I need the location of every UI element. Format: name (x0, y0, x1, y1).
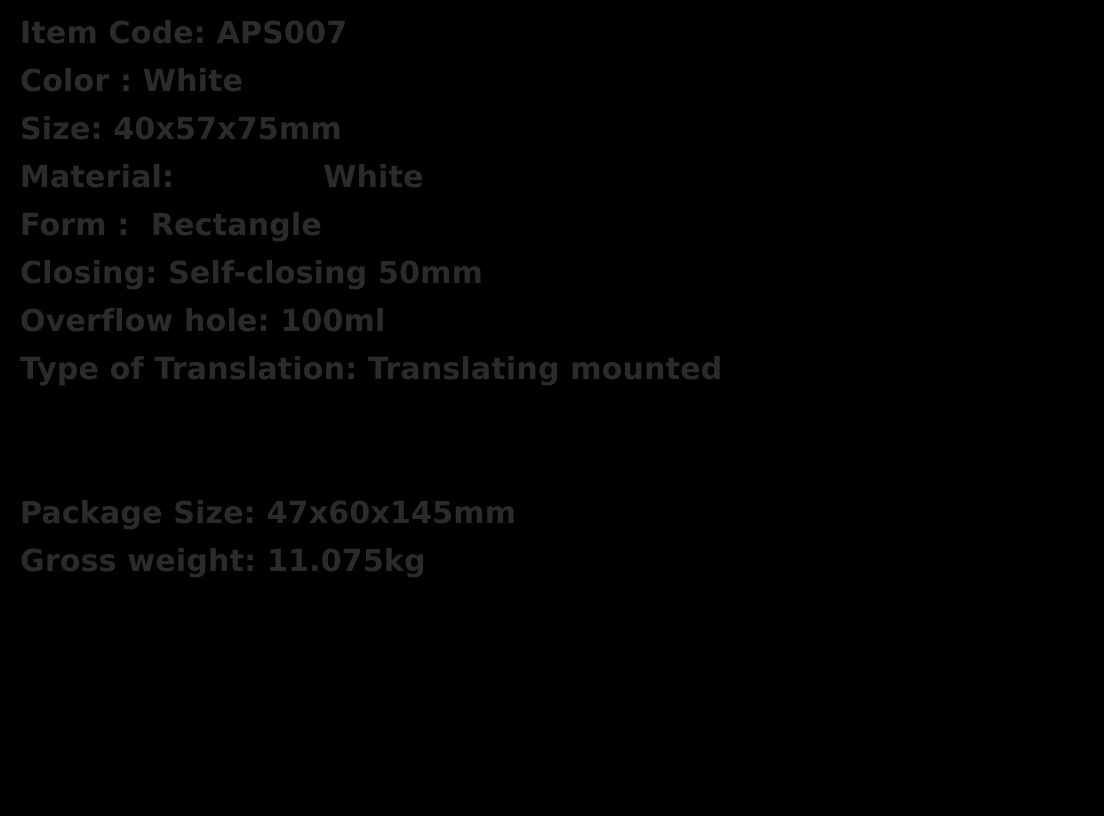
spec-line-size: Size: 40x57x75mm (20, 112, 342, 147)
spec-line-closing: Closing: Self-closing 50mm (20, 256, 484, 291)
spec-line-color: Color : White (20, 64, 244, 99)
product-spec-list (20, 10, 1080, 394)
spec-line-gross-weight: Gross weight: 11.075kg (20, 544, 426, 579)
spec-line-item-code: Item Code: APS007 (20, 16, 348, 51)
spec-line-package-size: Package Size: 47x60x145mm (20, 496, 517, 531)
spec-line-form: Form : Rectangle (20, 208, 322, 243)
package-spec-list (20, 490, 1080, 586)
spec-line-type-of-translation: Type of Translation: Translating mounted (20, 352, 723, 387)
spec-line-material: Material: White (20, 160, 424, 195)
spec-line-overflow-hole: Overflow hole: 100ml (20, 304, 386, 339)
